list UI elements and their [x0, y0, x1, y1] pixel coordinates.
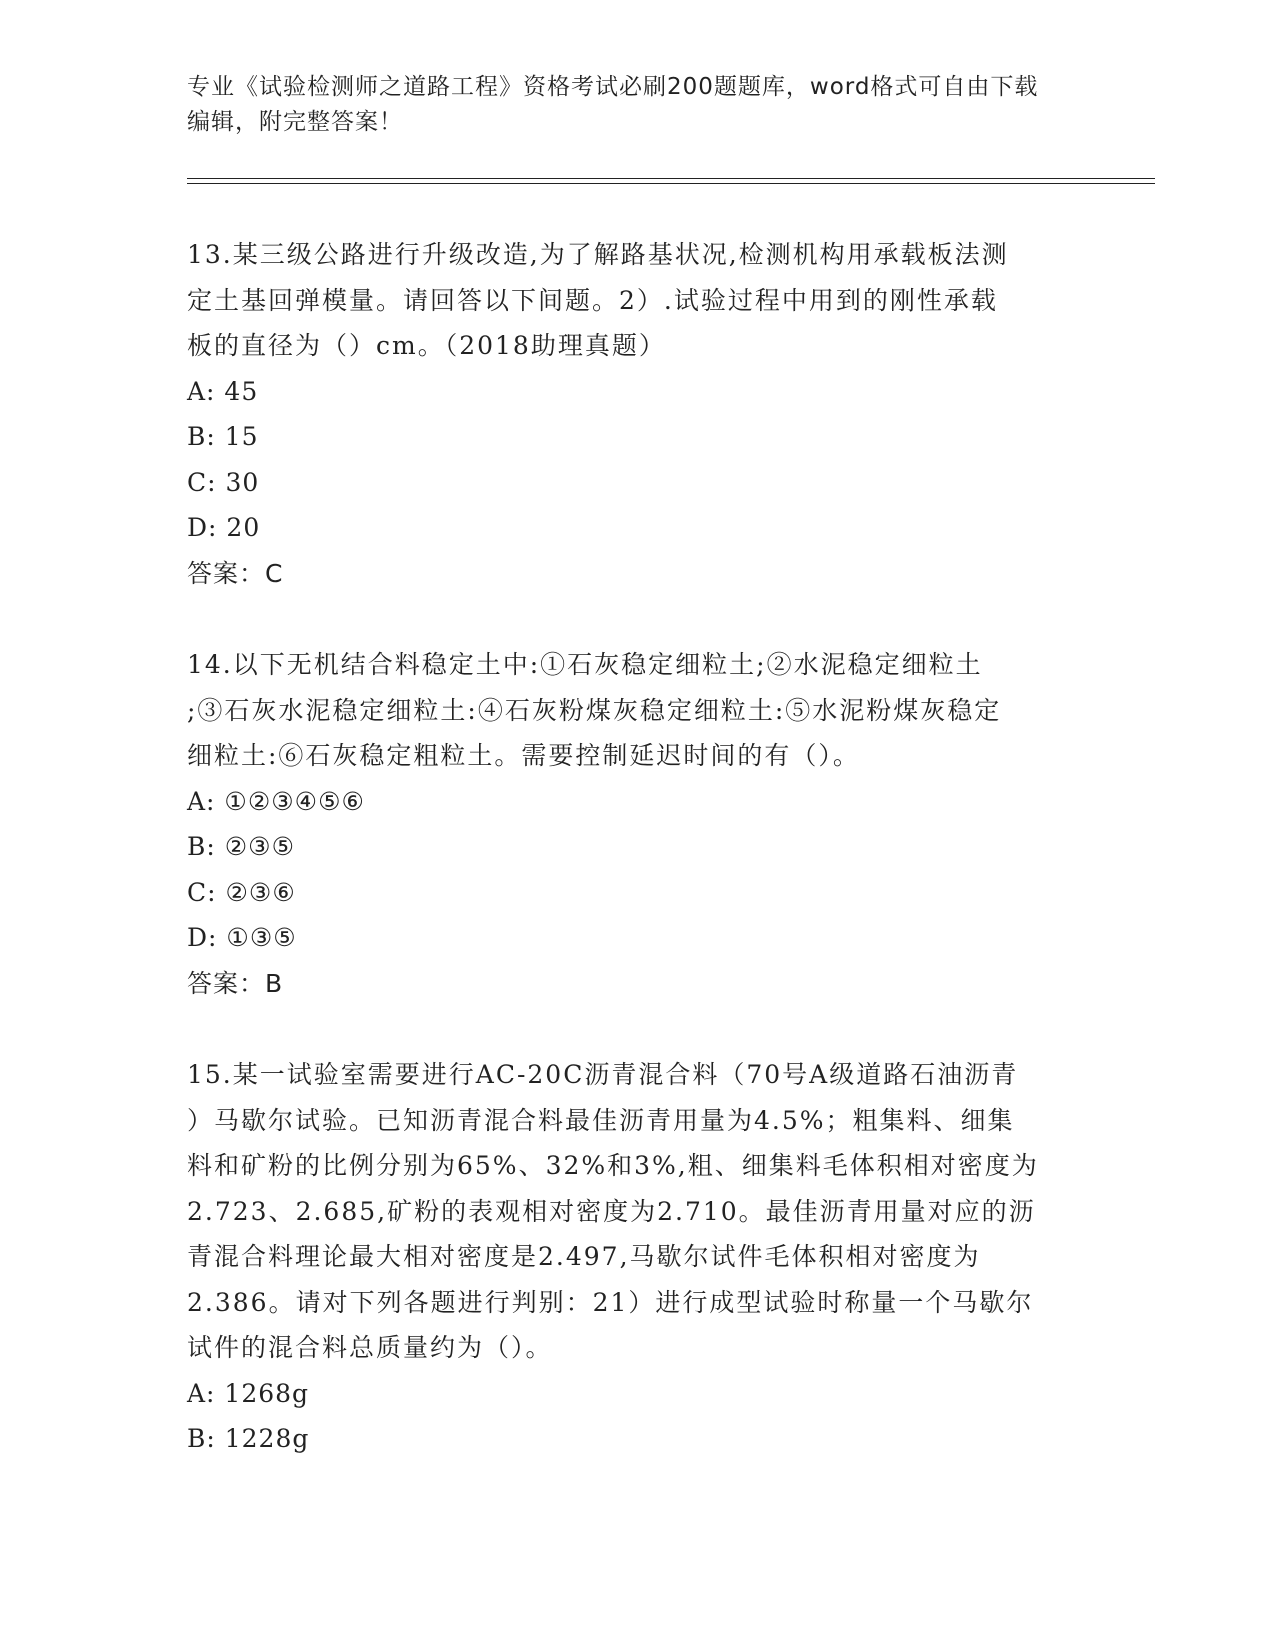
- question-13: [187, 232, 1087, 596]
- stem-line: 青混合料理论最大相对密度是2.497,马歇尔试件毛体积相对密度为: [187, 1242, 981, 1271]
- stem-line: 定土基回弹模量。请回答以下间题。2）.试验过程中用到的刚性承载: [187, 285, 998, 315]
- stem-line: 料和矿粉的比例分别为65%、32%和3%,粗、细集料毛体积相对密度为: [187, 1151, 1039, 1180]
- stem-line: 细粒土:⑥石灰稳定粗粒土。需要控制延迟时间的有（）。: [187, 741, 860, 770]
- stem-line: 13.某三级公路进行升级改造,为了解路基状况,检测机构用承载板法测: [187, 240, 1009, 269]
- option-b: B: 1228g: [187, 1424, 310, 1453]
- stem-line: ）马歇尔试验。已知沥青混合料最佳沥青用量为4.5%；粗集料、细集: [187, 1105, 1015, 1135]
- option-a: A: ①②③④⑤⑥: [187, 786, 365, 816]
- option-c: C: ②③⑥: [187, 877, 296, 907]
- answer-line: 答案：B: [187, 968, 284, 998]
- stem-line: 15.某一试验室需要进行AC-20C沥青混合料（70号A级道路石油沥青: [187, 1060, 1019, 1089]
- option-c: C: 30: [187, 467, 260, 497]
- stem-line: 2.723、2.685,矿粉的表观相对密度为2.710。最佳沥青用量对应的沥: [187, 1196, 1036, 1226]
- header-line-2: 编辑，附完整答案！: [187, 109, 403, 135]
- answer-line: 答案：C: [187, 558, 284, 588]
- option-a: A: 45: [187, 376, 259, 406]
- question-stem: [187, 232, 1087, 369]
- question-list: [187, 232, 1087, 1508]
- stem-line: 板的直径为（）cm。（2018助理真题）: [187, 331, 666, 360]
- header-line-1: 专业《试验检测师之道路工程》资格考试必刷200题题库，word格式可自由下载: [187, 74, 1039, 100]
- option-d: D: 20: [187, 513, 261, 542]
- stem-line: 2.386。请对下列各题进行判别：21）进行成型试验时称量一个马歇尔: [187, 1287, 1034, 1317]
- question-14: [187, 642, 1087, 1006]
- stem-line: 14.以下无机结合料稳定土中:①石灰稳定细粒土;②水泥稳定细粒土: [187, 650, 983, 679]
- header-divider-bottom: [187, 183, 1155, 184]
- question-15: [187, 1052, 1087, 1462]
- header-divider-top: [187, 178, 1155, 179]
- document-header: [187, 70, 1087, 140]
- option-d: D: ①③⑤: [187, 923, 297, 952]
- option-a: A: 1268g: [187, 1378, 310, 1408]
- option-b: B: 15: [187, 422, 259, 451]
- question-stem: [187, 1052, 1087, 1371]
- stem-line: ;③石灰水泥稳定细粒土:④石灰粉煤灰稳定细粒土:⑤水泥粉煤灰稳定: [187, 695, 1002, 725]
- option-b: B: ②③⑤: [187, 832, 295, 861]
- question-stem: [187, 642, 1087, 779]
- stem-line: 试件的混合料总质量约为（）。: [187, 1333, 553, 1362]
